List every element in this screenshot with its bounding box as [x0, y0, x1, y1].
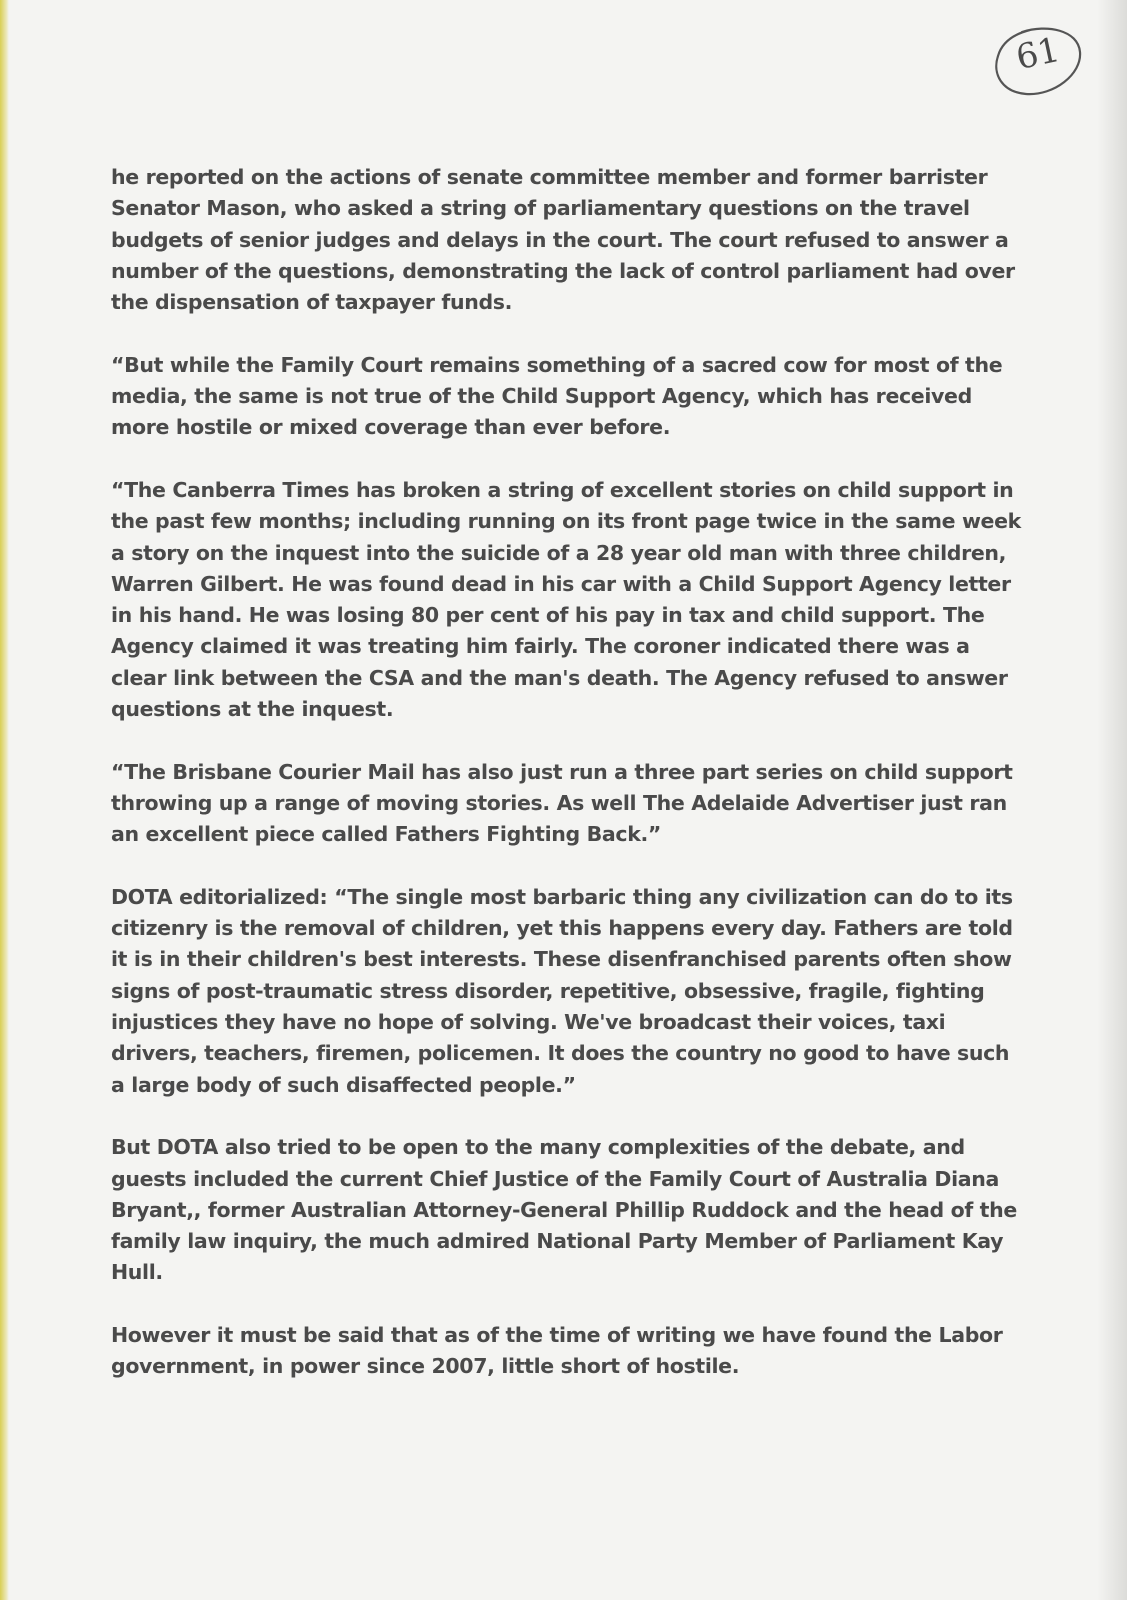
paragraph-6: But DOTA also tried to be open to the many complexities of the debate, and guests included the current Chief Justice of the Family Court of Australia Diana Bryant,, former Australian Attorney-General Phillip Ruddock and the head of the family law inquiry, the much admired National Party Member of Parliament Kay Hull.	[111, 1135, 1017, 1285]
paragraph-1: he reported on the actions of senate committee member and former barrister Senator Mason, who asked a string of parliamentary questions on the travel budgets of senior judges and delays in the court. The court refused to answer a number of the questions, demonstrating the lack of control parliament had over the dispensation of taxpayer funds.	[111, 165, 1015, 315]
page-number-text: 61	[1012, 29, 1064, 79]
paragraph-4: “The Brisbane Courier Mail has also just run a three part series on child support throwing up a range of moving stories. As well The Adelaide Advertiser just ran an excellent piece called Fathers Fighting Back.”	[111, 759, 1013, 847]
paragraph-3: “The Canberra Times has broken a string of excellent stories on child support in the past few months; including running on its front page twice in the same week a story on the inquest into the suicide of a 28 year old man with three children, Warren Gilbert. He was found dead in his car with a Child Support Agency letter in his hand. He was losing 80 per cent of his pay in tax and child support. The Agency claimed it was treating him fairly. The coroner indicated there was a clear link between the CSA and the man's death. The Agency refused to answer questions at the inquest.	[111, 477, 1021, 722]
paragraph-2: “But while the Family Court remains something of a sacred cow for most of the media, the same is not true of the Child Support Agency, which has received more hostile or mixed coverage than ever before.	[111, 352, 1003, 440]
paragraph-5: DOTA editorialized: “The single most barbaric thing any civilization can do to its citizenry is the removal of children, yet this happens every day. Fathers are told it is in their children's best interests. These disenfranchised parents often show signs of post-traumatic stress disorder, repetitive, obsessive, fragile, fighting injustices they have no hope of solving. We've broadcast their voices, taxi drivers, teachers, firemen, policemen. It does the country no good to have such a large body of such disaffected people.”	[111, 884, 1013, 1097]
body-text	[111, 162, 1023, 1414]
handwritten-page-number	[992, 22, 1084, 102]
paragraph-7: However it must be said that as of the time of writing we have found the Labor government, in power since 2007, little short of hostile.	[111, 1322, 1003, 1379]
